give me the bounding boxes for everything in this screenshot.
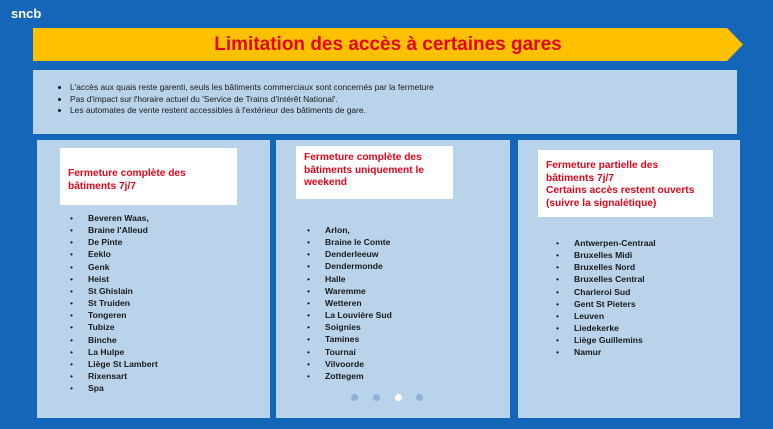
- column-full-closure: [37, 140, 270, 418]
- column-title: Fermeture complète des bâtiments 7j/7: [68, 168, 186, 192]
- list-item: • Tamines: [307, 333, 392, 345]
- list-item: • Waremme: [307, 285, 392, 297]
- column-partial-closure: [518, 140, 740, 418]
- list-item: • Braine le Comte: [307, 236, 392, 248]
- station-list: [307, 224, 392, 382]
- carousel-dot-4[interactable]: [416, 394, 423, 401]
- list-item: • Spa: [70, 382, 158, 394]
- list-item: • Braine l'Alleud: [70, 224, 158, 236]
- list-item: • Tongeren: [70, 309, 158, 321]
- info-panel: [33, 70, 737, 134]
- list-item: • Tubize: [70, 321, 158, 333]
- list-item: • La Louvière Sud: [307, 309, 392, 321]
- column-title-card: [296, 146, 453, 199]
- list-item: • St Truiden: [70, 297, 158, 309]
- column-title: Fermeture partielle des bâtiments 7j/7: [546, 160, 659, 184]
- list-item: • Antwerpen-Centraal: [556, 237, 656, 249]
- list-item: • Soignies: [307, 321, 392, 333]
- list-item: • St Ghislain: [70, 285, 158, 297]
- carousel-dot-2[interactable]: [373, 394, 380, 401]
- list-item: • Liedekerke: [556, 322, 656, 334]
- list-item: • Vilvoorde: [307, 358, 392, 370]
- list-item: • Wetteren: [307, 297, 392, 309]
- info-bullet-list: [33, 70, 737, 117]
- list-item: • Bruxelles Central: [556, 273, 656, 285]
- info-bullet: • Pas d'impact sur l'horaire actuel du 'Service de Trains d'Intérêt National'.: [70, 94, 737, 106]
- list-item: • Bruxelles Midi: [556, 249, 656, 261]
- list-item: • Arlon,: [307, 224, 392, 236]
- list-item: • Charleroi Sud: [556, 286, 656, 298]
- title-banner: [33, 28, 743, 61]
- list-item: • Binche: [70, 334, 158, 346]
- column-title: Fermeture complète des bâtiments uniquement le weekend: [304, 152, 425, 188]
- list-item: • Beveren Waas,: [70, 212, 158, 224]
- list-item: • Liège Guillemins: [556, 334, 656, 346]
- station-list: [70, 212, 158, 394]
- list-item: • Namur: [556, 346, 656, 358]
- list-item: • Rixensart: [70, 370, 158, 382]
- list-item: • Eeklo: [70, 248, 158, 260]
- list-item: • Heist: [70, 273, 158, 285]
- list-item: • Leuven: [556, 310, 656, 322]
- column-title-card: [538, 150, 713, 217]
- carousel-dot-1[interactable]: [351, 394, 358, 401]
- list-item: • Genk: [70, 261, 158, 273]
- list-item: • Tournai: [307, 346, 392, 358]
- info-bullet: • Les automates de vente restent accessibles à l'extérieur des bâtiments de gare.: [70, 105, 737, 117]
- column-subtitle: Certains accès restent ouverts (suivre la signalétique): [546, 185, 695, 209]
- page-title: Limitation des accès à certaines gares: [214, 34, 562, 55]
- info-bullet: • L'accès aux quais reste garenti, seuls les bâtiments commerciaux sont concernés par la fermeture: [70, 82, 737, 94]
- column-weekend-closure: [276, 140, 510, 418]
- sncb-logo: sncb: [11, 6, 42, 21]
- list-item: • La Hulpe: [70, 346, 158, 358]
- list-item: • Dendermonde: [307, 260, 392, 272]
- list-item: • Bruxelles Nord: [556, 261, 656, 273]
- list-item: • Zottegem: [307, 370, 392, 382]
- carousel-dot-3[interactable]: [395, 394, 402, 401]
- list-item: • De Pinte: [70, 236, 158, 248]
- list-item: • Denderleeuw: [307, 248, 392, 260]
- station-list: [556, 237, 656, 359]
- list-item: • Halle: [307, 273, 392, 285]
- list-item: • Liège St Lambert: [70, 358, 158, 370]
- column-title-card: [60, 148, 237, 205]
- list-item: • Gent St Pieters: [556, 298, 656, 310]
